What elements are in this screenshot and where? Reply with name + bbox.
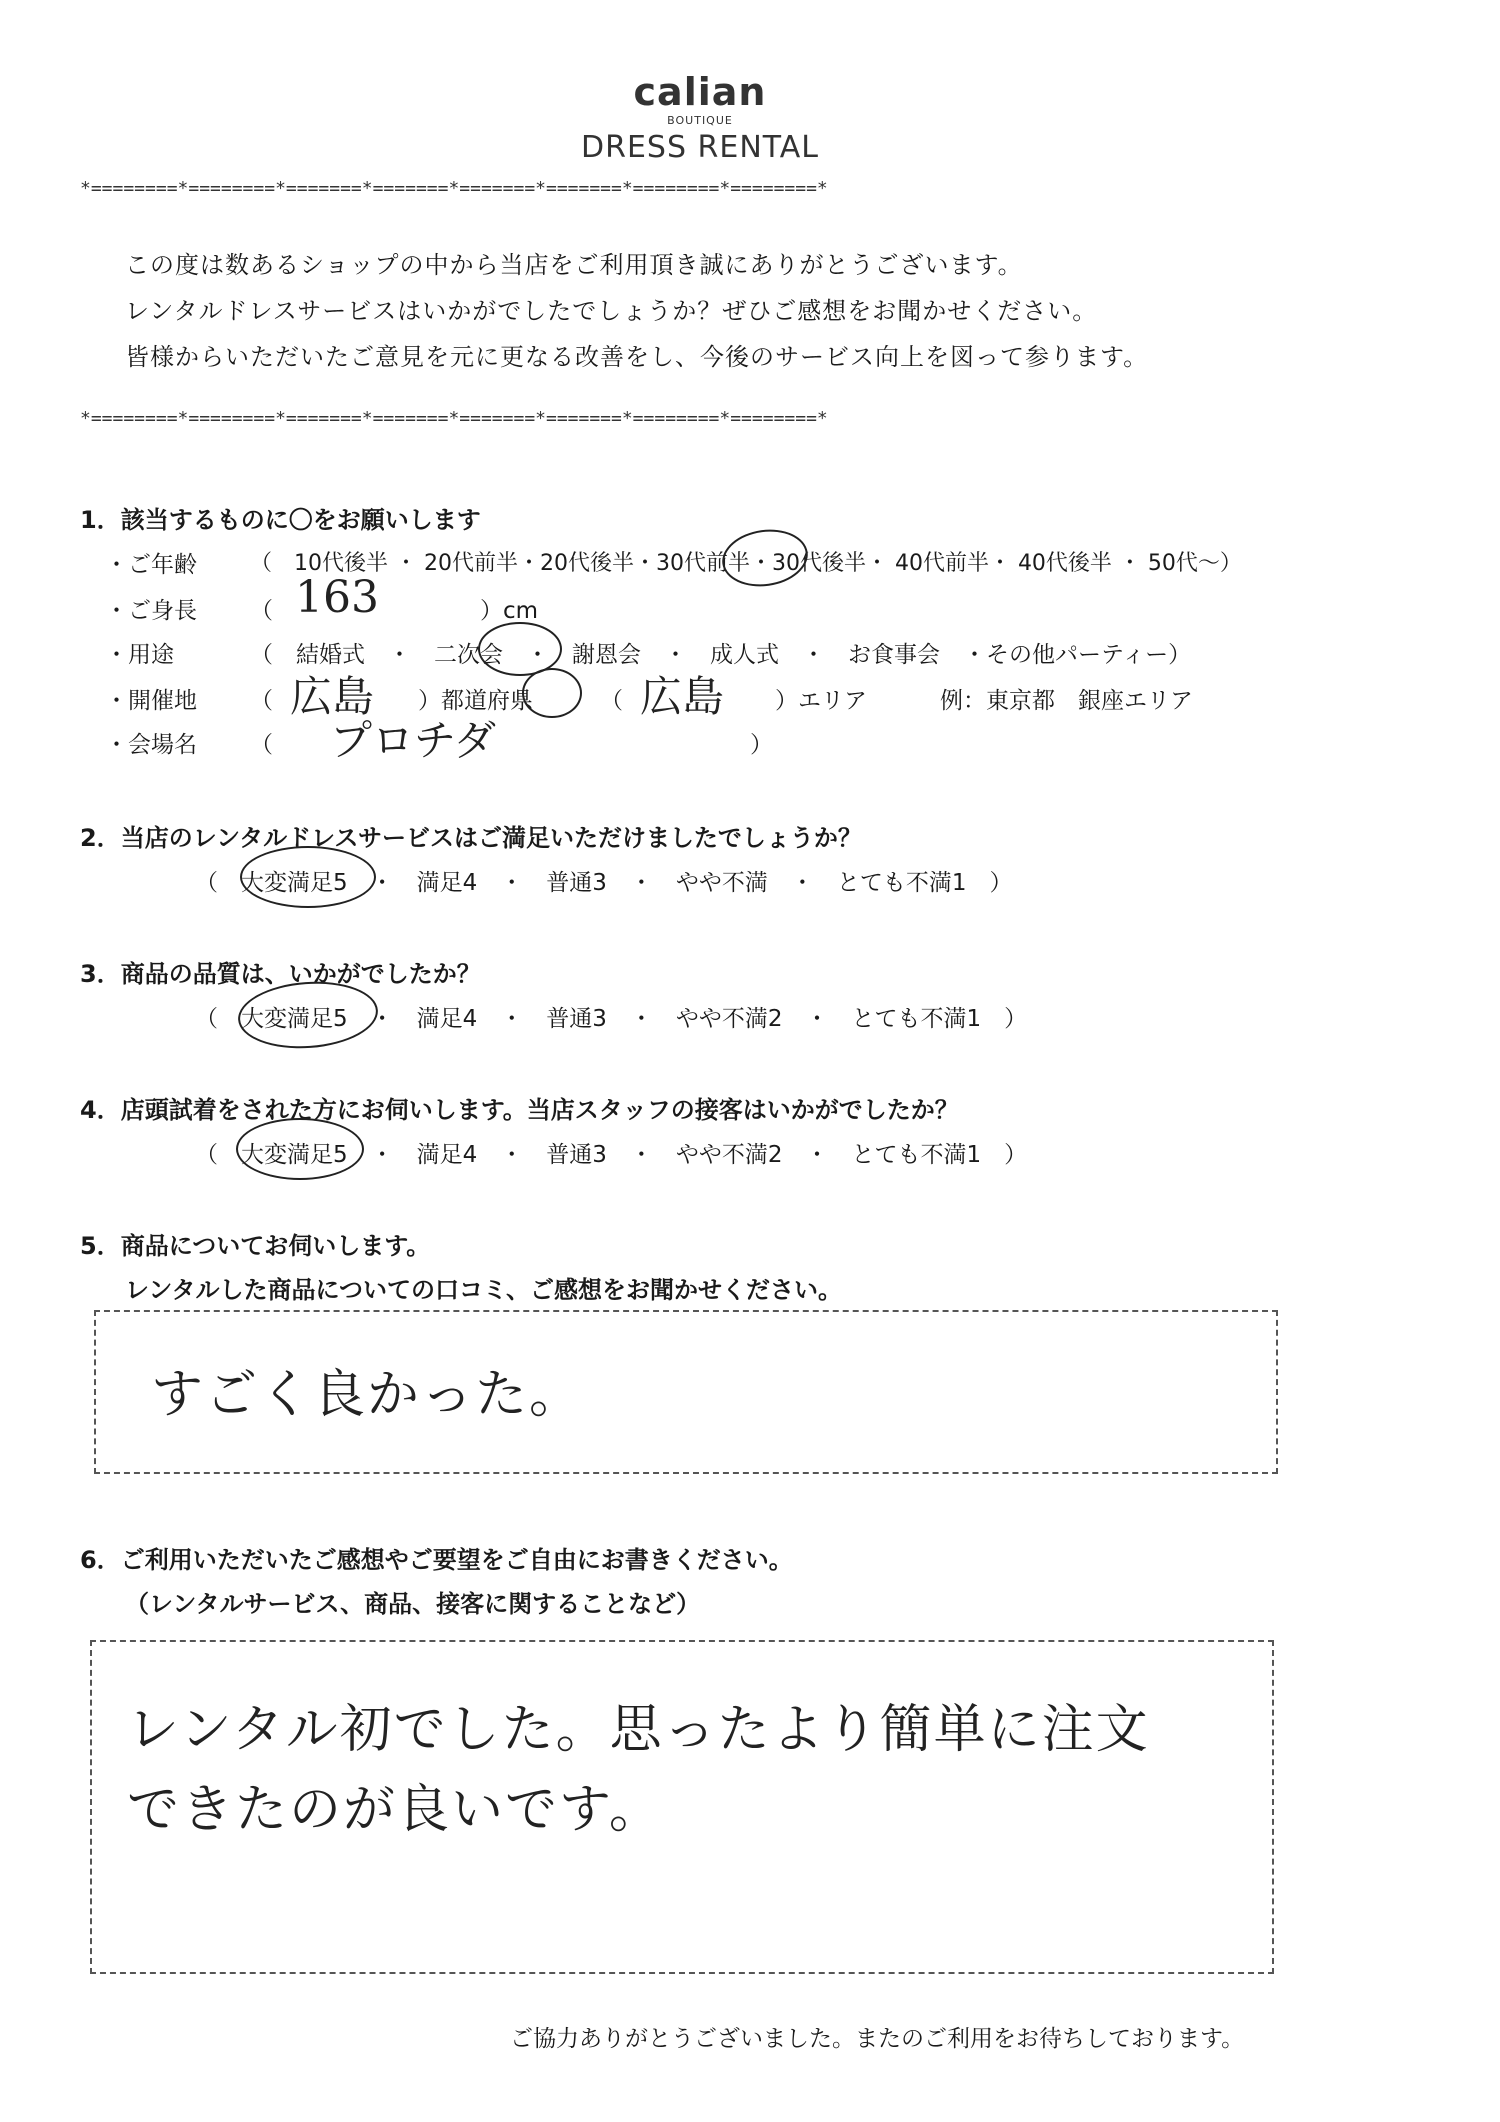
q5-answer-box[interactable] [94, 1310, 1278, 1474]
place-example: 例：東京都 銀座エリア [940, 688, 1193, 714]
brand-subtitle: BOUTIQUE [667, 114, 733, 127]
venue-label: ・会場名 [105, 732, 197, 758]
intro-line-2: レンタルドレスサービスはいかがでしたでしょうか？ぜひご感想をお聞かせください。 [125, 297, 1098, 325]
purpose-options[interactable]: （ 結婚式 ・ 二次会 ・ 謝恩会 ・ 成人式 ・ お食事会 ・その他パーティー） [250, 642, 1192, 668]
q6-answer-box[interactable] [90, 1640, 1274, 1974]
q2-options[interactable]: （ 大変満足5 ・ 満足4 ・ 普通3 ・ やや不満 ・ とても不満1 ） [195, 870, 1013, 896]
purpose-label: ・用途 [105, 642, 174, 668]
q4-selection-circle [236, 1118, 364, 1180]
height-open-paren: （ [250, 598, 273, 624]
brand-logo: calian [633, 70, 767, 114]
bottom-divider: *========*========*=======*=======*=======*=======*========*========* [80, 408, 828, 429]
q3-title: 3．商品の品質は、いかがでしたか？ [80, 960, 481, 988]
q2-selection-circle [240, 846, 376, 908]
prefecture-selection-circle [522, 668, 582, 718]
q5-answer-text: すごく良かった。 [151, 1365, 584, 1425]
q4-options[interactable]: （ 大変満足5 ・ 満足4 ・ 普通3 ・ やや不満2 ・ とても不満1 ） [195, 1142, 1028, 1168]
area-suffix: ）エリア [775, 688, 867, 714]
q4-title: 4．店頭試着をされた方にお伺いします。当店スタッフの接客はいかがでしたか？ [80, 1096, 959, 1124]
q5-subtitle: レンタルした商品についての口コミ、ご感想をお聞かせください。 [125, 1276, 842, 1304]
intro-line-3: 皆様からいただいたご意見を元に更なる改善をし、今後のサービス向上を図って参ります。 [125, 343, 1149, 371]
q1-title: 1．該当するものに〇をお願いします [80, 506, 481, 534]
brand-title: DRESS RENTAL [581, 130, 819, 165]
age-label: ・ご年齢 [105, 552, 197, 578]
height-label: ・ご身長 [105, 598, 197, 624]
venue-close-paren: ） [750, 732, 773, 758]
place-open-paren: （ [250, 688, 273, 714]
height-value[interactable]: 163 [295, 572, 379, 623]
prefecture-suffix: ）都道府県 [418, 688, 533, 714]
intro-line-1: この度は数あるショップの中から当店をご利用頂き誠にありがとうございます。 [125, 251, 1023, 279]
venue-open-paren: （ [250, 732, 273, 758]
area-open-paren: （ [600, 688, 623, 714]
q3-options[interactable]: （ 大変満足5 ・ 満足4 ・ 普通3 ・ やや不満2 ・ とても不満1 ） [195, 1006, 1028, 1032]
place-label: ・開催地 [105, 688, 197, 714]
q5-title: 5．商品についてお伺いします。 [80, 1232, 431, 1260]
q6-subtitle: （レンタルサービス、商品、接客に関することなど） [125, 1590, 701, 1618]
q6-answer-line-2: できたのが良いです。 [127, 1780, 663, 1840]
top-divider: *========*========*=======*=======*=======*=======*========*========* [80, 178, 828, 199]
q6-answer-line-1: レンタル初でした。思ったより簡単に注文 [127, 1700, 1150, 1760]
venue-value[interactable]: プロチダ [330, 716, 496, 765]
age-options[interactable]: （ 10代後半 ・ 20代前半・20代後半・30代前半・30代後半・ 40代前半・ 40代後半 ・ 50代～） [250, 551, 1242, 576]
prefecture-value[interactable]: 広島 [290, 672, 375, 721]
q2-title: 2．当店のレンタルドレスサービスはご満足いただけましたでしょうか？ [80, 824, 862, 852]
footer-thanks: ご協力ありがとうございました。またのご利用をお待ちしております。 [510, 2026, 1245, 2052]
area-value[interactable]: 広島 [640, 672, 725, 721]
age-selection-circle [719, 524, 812, 591]
height-unit: ）cm [480, 598, 539, 624]
q6-title: 6．ご利用いただいたご感想やご要望をご自由にお書きください。 [80, 1546, 793, 1574]
